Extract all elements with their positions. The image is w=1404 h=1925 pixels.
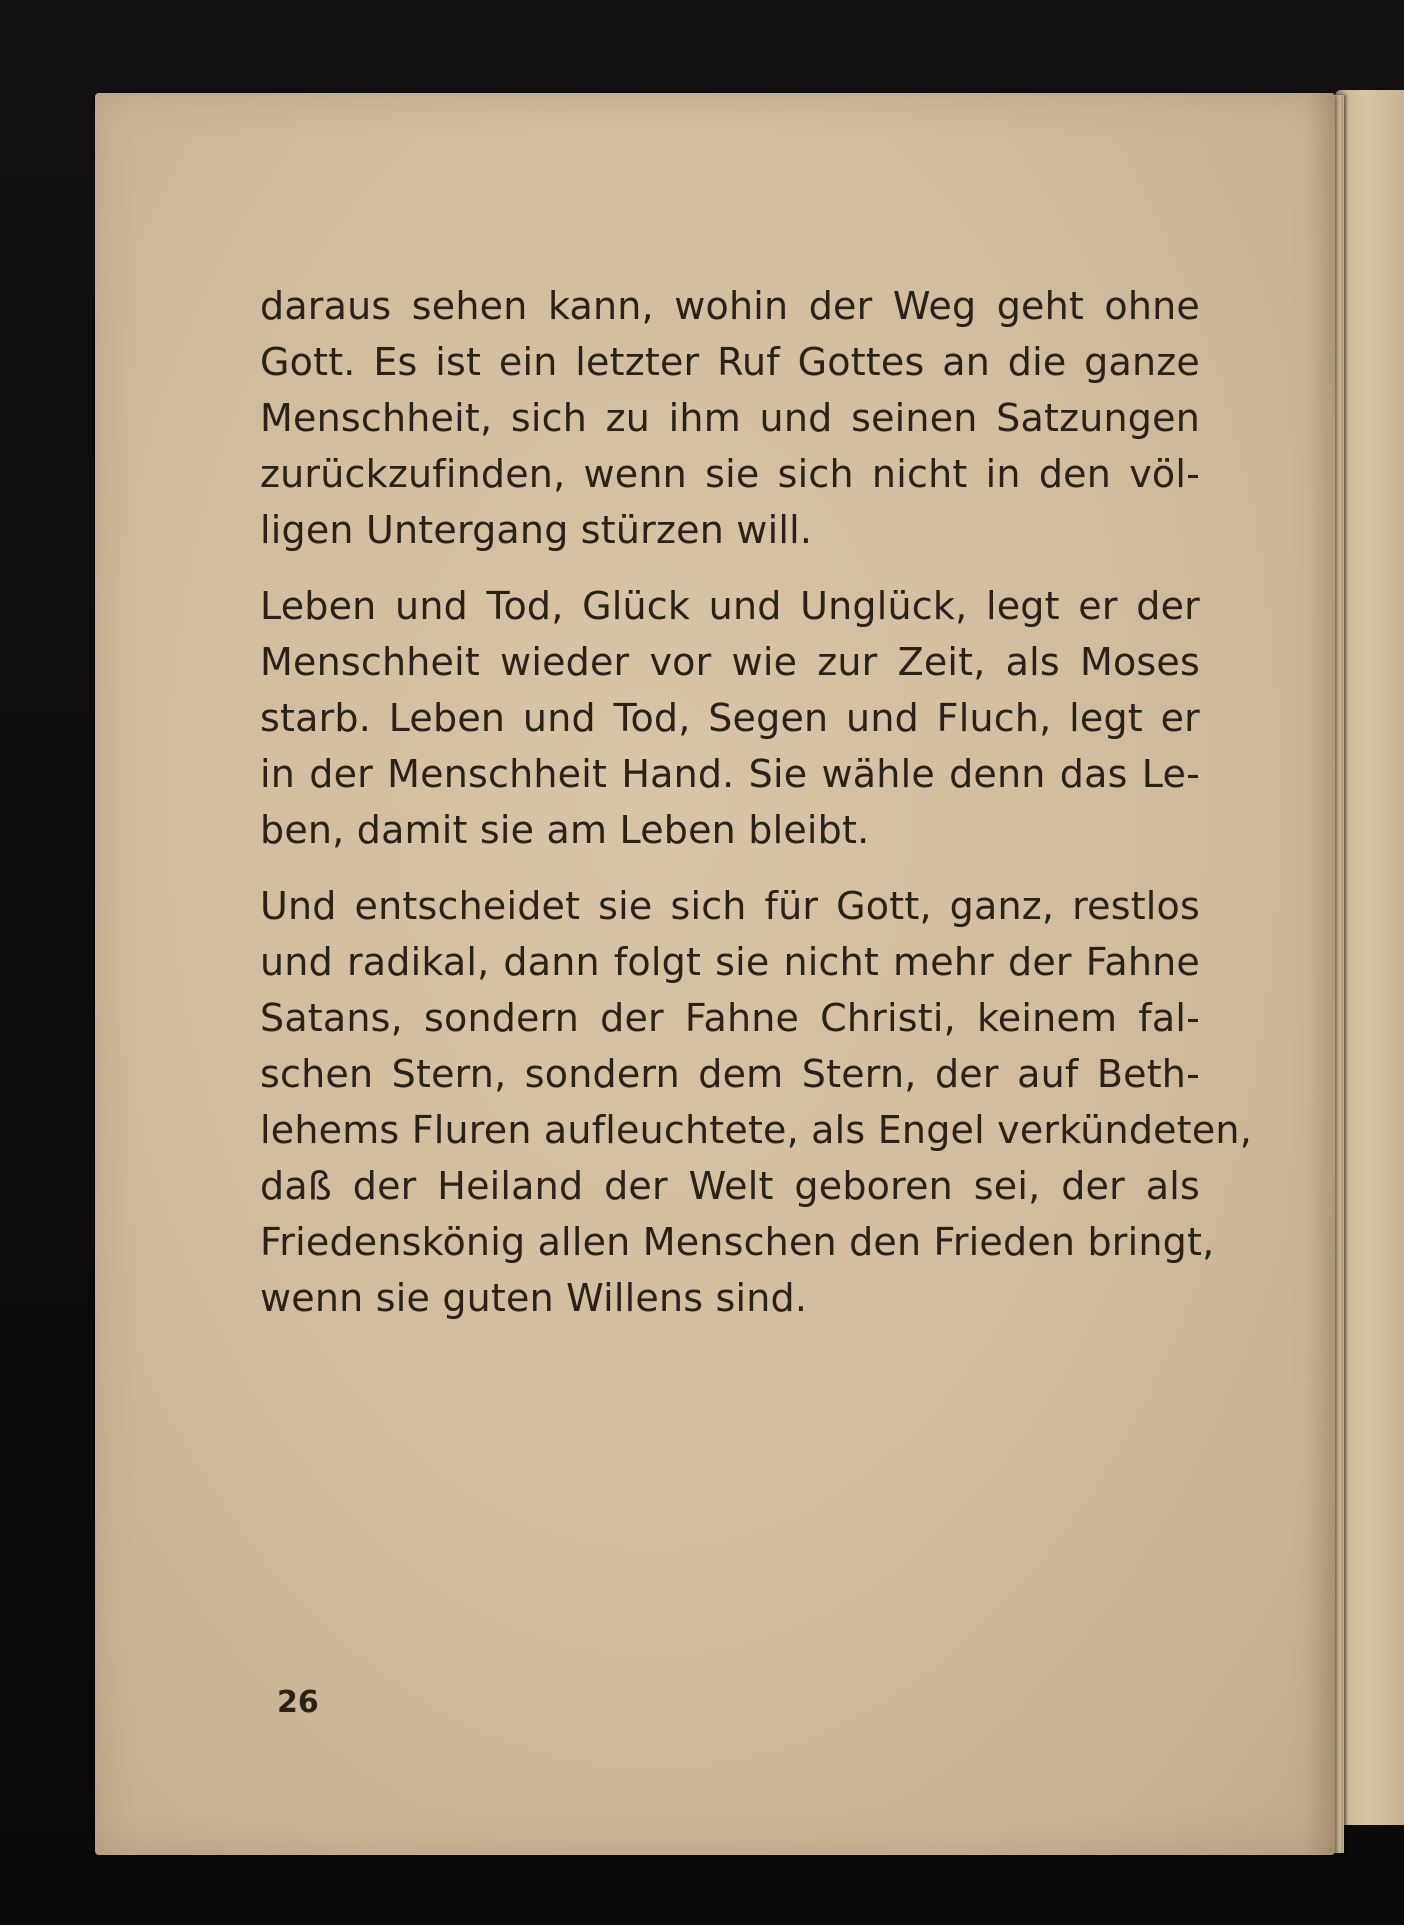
text-line: daß der Heiland der Welt geboren sei, der als (260, 1164, 1200, 1208)
text-line: Satans, sondern der Fahne Christi, keinem fal- (260, 996, 1200, 1040)
text-line: in der Menschheit Hand. Sie wähle denn das Le- (260, 752, 1200, 796)
text-line: ligen Untergang stürzen will. (260, 508, 813, 552)
paragraph-2 (260, 578, 1200, 858)
text-line: lehems Fluren aufleuchtete, als Engel verkündeten, (260, 1108, 1252, 1152)
body-text (260, 278, 1252, 1346)
text-line: ben, damit sie am Leben bleibt. (260, 808, 870, 852)
text-line: Menschheit, sich zu ihm und seinen Satzungen (260, 396, 1200, 440)
text-line: Leben und Tod, Glück und Unglück, legt er der (260, 584, 1200, 628)
paragraph-1 (260, 278, 1200, 558)
text-line: Gott. Es ist ein letzter Ruf Gottes an die ganze (260, 340, 1200, 384)
text-line: schen Stern, sondern dem Stern, der auf Beth- (260, 1052, 1200, 1096)
text-line: starb. Leben und Tod, Segen und Fluch, legt er (260, 696, 1200, 740)
text-line: zurückzufinden, wenn sie sich nicht in den völ- (260, 452, 1200, 496)
text-line: Friedenskönig allen Menschen den Frieden bringt, (260, 1220, 1215, 1264)
next-page-edge (1335, 90, 1404, 1825)
text-line: Und entscheidet sie sich für Gott, ganz, restlos (260, 884, 1200, 928)
book-page (95, 93, 1335, 1855)
text-line: und radikal, dann folgt sie nicht mehr der Fahne (260, 940, 1200, 984)
paragraph-3 (260, 878, 1252, 1326)
text-line: wenn sie guten Willens sind. (260, 1276, 808, 1320)
text-line: Menschheit wieder vor wie zur Zeit, als Moses (260, 640, 1200, 684)
page-number: 26 (277, 1685, 319, 1720)
text-line: daraus sehen kann, wohin der Weg geht ohne (260, 284, 1200, 328)
